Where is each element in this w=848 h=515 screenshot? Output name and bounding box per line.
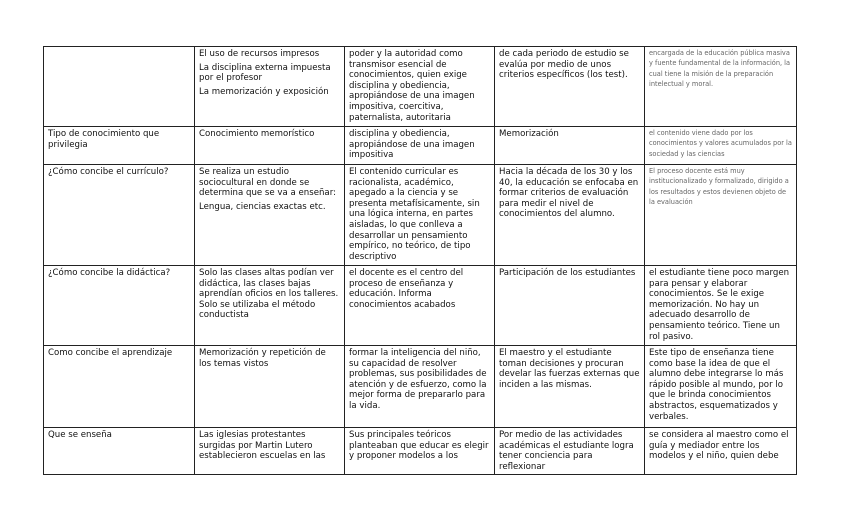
cell-col5: El proceso docente está muy institucionalizado y formalizado, dirigido a los resultados y estos devienen objeto de la evaluación — [645, 165, 797, 266]
cell-col2 — [195, 428, 345, 475]
table-row — [44, 346, 797, 428]
row-label: Que se enseña — [44, 428, 195, 475]
row-label: ¿Cómo concibe la didáctica? — [44, 266, 195, 346]
cell-text: Se realiza un estudio sociocultural en donde se determina que se va a enseñar: — [199, 167, 336, 199]
table-row — [44, 266, 797, 346]
cell-col4: Participación de los estudiantes — [495, 266, 645, 346]
cell-text: El uso de recursos impresos — [199, 49, 320, 59]
cell-col3: el docente es el centro del proceso de enseñanza y educación. Informa conocimientos acabados — [345, 266, 495, 346]
cell-col5: el estudiante tiene poco margen para pensar y elaborar conocimientos. Se le exige memorización. No hay un adecuado desarrollo de pensamiento teórico. Tiene un rol pasivo. — [645, 266, 797, 346]
row-label: Como concibe el aprendizaje — [44, 346, 195, 428]
cell-col3: El contenido curricular es racionalista, académico, apegado a la ciencia y se presenta metafísicamente, sin una lógica interna, en partes aisladas, lo que conlleva a desarrollar un pensamiento empírico, no teórico, de tipo descriptivo — [345, 165, 495, 266]
cell-col2 — [195, 165, 345, 266]
cell-col4: Por medio de las actividades académicas el estudiante logra tener conciencia para reflexionar — [495, 428, 645, 475]
cell-col2 — [195, 266, 345, 346]
cell-col5: el contenido viene dado por los conocimientos y valores acumulados por la sociedad y las ciencias — [645, 127, 797, 165]
cell-col2 — [195, 127, 345, 165]
table-row — [44, 47, 797, 127]
cell-col3: disciplina y obediencia, apropiándose de una imagen impositiva — [345, 127, 495, 165]
cell-col5: se considera al maestro como el guía y mediador entre los modelos y el niño, quien debe — [645, 428, 797, 475]
cell-text: La memorización y exposición — [199, 86, 329, 97]
row-label: ¿Cómo concibe el currículo? — [44, 165, 195, 266]
table-row — [44, 165, 797, 266]
cell-text: Solo las clases altas podían ver didáctica, las clases bajas aprendían oficios en los talleres. Solo se utilizaba el método conductista — [199, 268, 339, 321]
cell-col4: El maestro y el estudiante toman decisiones y procuran develar las fuerzas externas que inciden a las mismas. — [495, 346, 645, 428]
cell-col4: Hacia la década de los 30 y los 40, la educación se enfocaba en formar criterios de evaluación para medir el nivel de conocimientos del alumno. — [495, 165, 645, 266]
cell-col3: poder y la autoridad como transmisor esencial de conocimientos, quien exige disciplina y obediencia, apropiándose de una imagen impositiva, coercitiva, paternalista, autoritaria — [345, 47, 495, 127]
cell-col2 — [195, 346, 345, 428]
cell-col4: Memorización — [495, 127, 645, 165]
cell-text: Las iglesias protestantes surgidas por Martin Lutero establecieron escuelas en las — [199, 430, 326, 462]
cell-text: La disciplina externa impuesta por el profesor — [199, 62, 331, 84]
row-label — [44, 47, 195, 127]
cell-col4: de cada periodo de estudio se evalúa por medio de unos criterios específicos (los test). — [495, 47, 645, 127]
cell-col3: Sus principales teóricos planteaban que educar es elegir y proponer modelos a los — [345, 428, 495, 475]
table-row — [44, 428, 797, 475]
comparison-table — [43, 46, 797, 475]
row-label: Tipo de conocimiento que privilegia — [44, 127, 195, 165]
cell-col5: encargada de la educación pública masiva y fuente fundamental de la información, la cual tiene la misión de la preparación intelectual y moral. — [645, 47, 797, 127]
cell-text: Conocimiento memorístico — [199, 129, 315, 139]
cell-col3: formar la inteligencia del niño, su capacidad de resolver problemas, sus posibilidades de atención y de esfuerzo, como la mejor forma de prepararlo para la vida. — [345, 346, 495, 428]
cell-col2 — [195, 47, 345, 127]
cell-text: Lengua, ciencias exactas etc. — [199, 201, 326, 212]
cell-col5: Este tipo de enseñanza tiene como base la idea de que el alumno debe integrarse lo más rápido posible al mundo, por lo que le brinda conocimientos abstractos, esquematizados y verbales. — [645, 346, 797, 428]
cell-text: Memorización y repetición de los temas vistos — [199, 348, 326, 369]
table-row — [44, 127, 797, 165]
